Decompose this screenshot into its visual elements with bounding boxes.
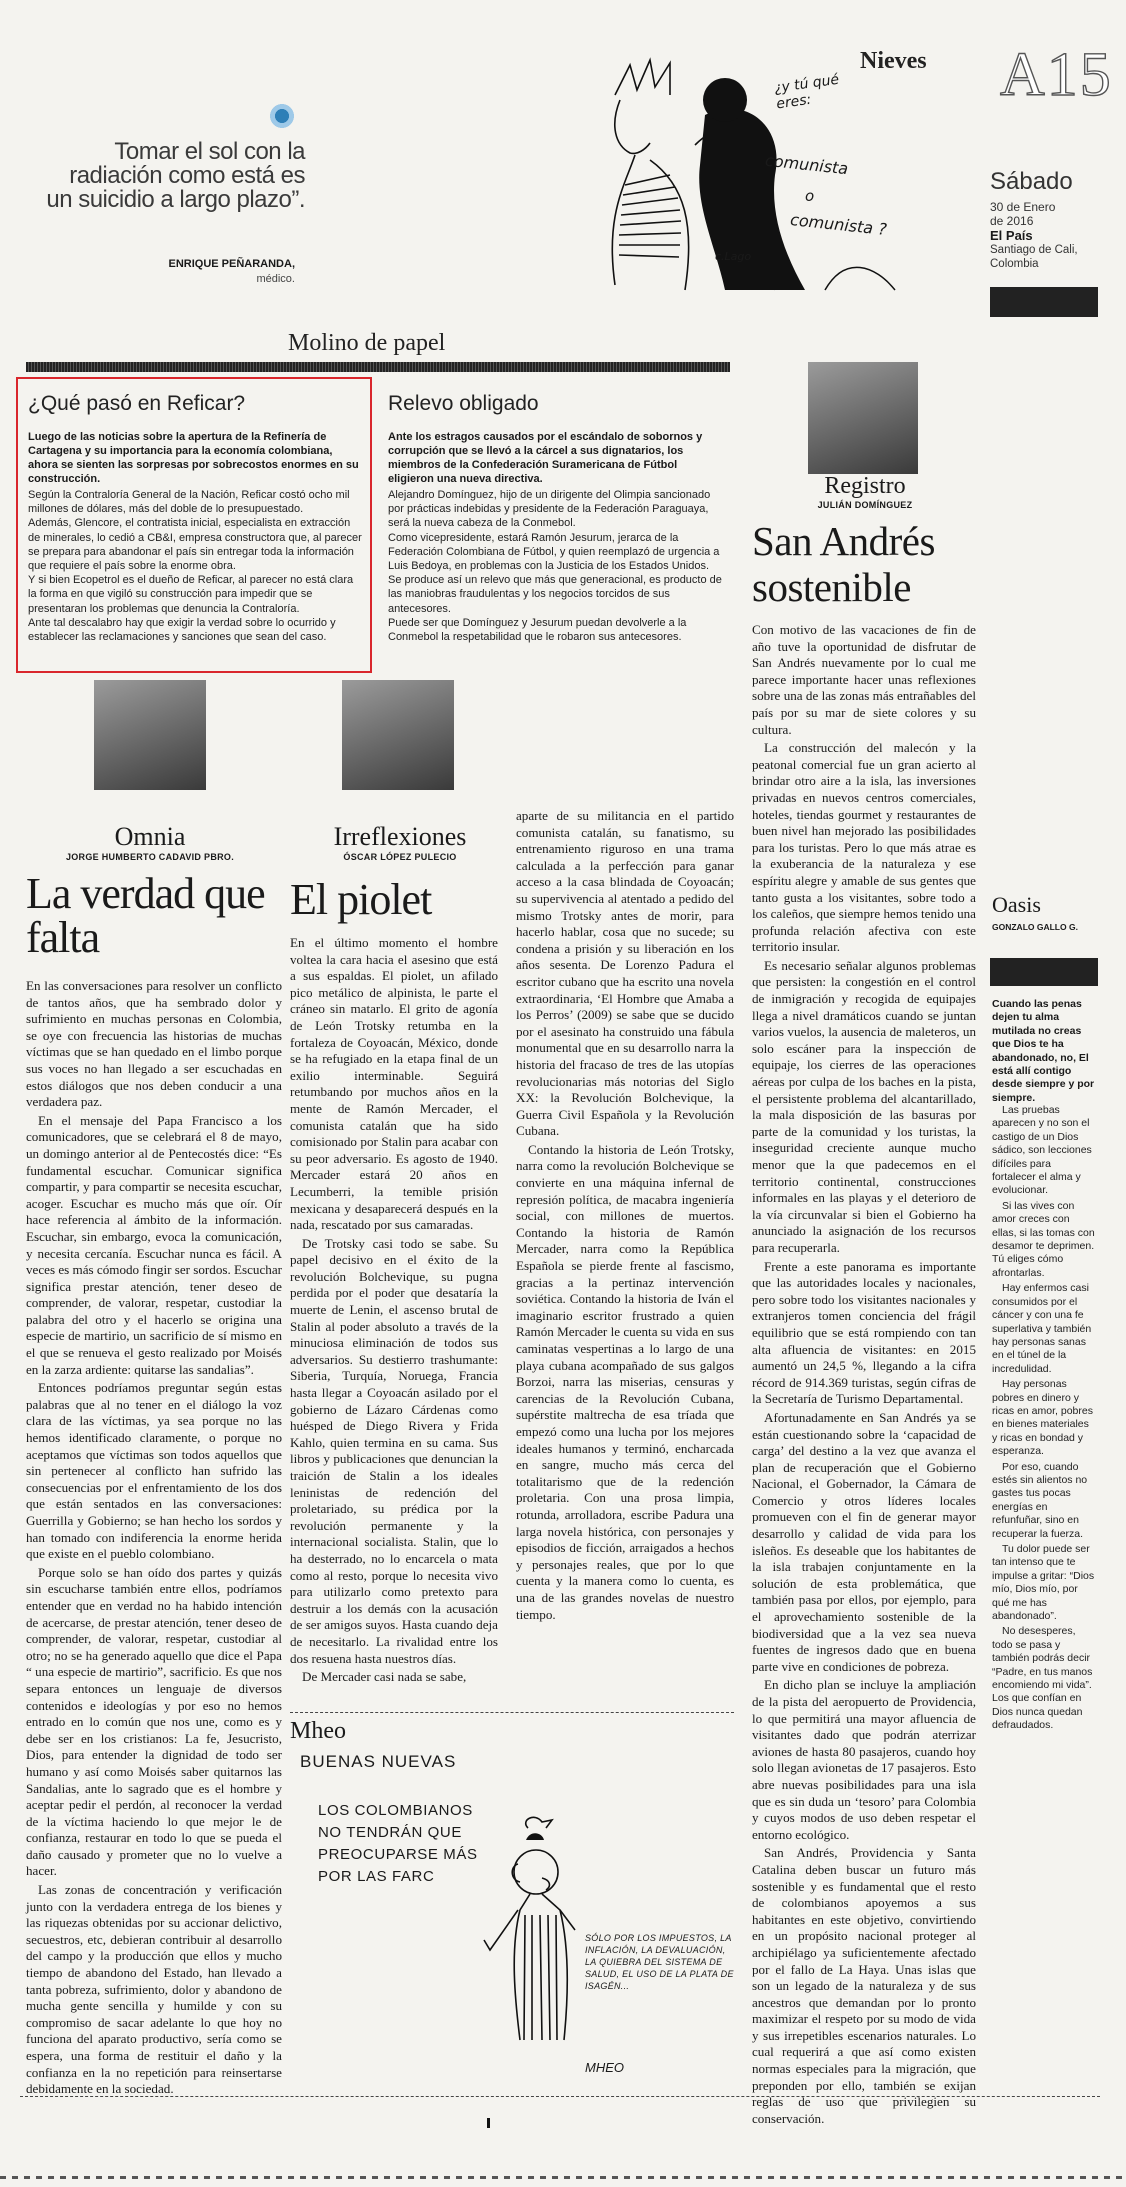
- mheo-note: SÓLO POR LOS IMPUESTOS, LA INFLACIÓN, LA DEVALUACIÓN, LA QUIEBRA DEL SISTEMA DE SALUD, EL USO DE LA PLATA DE ISAGÉN...: [585, 1933, 734, 1991]
- registro-paragraph: San Andrés, Providencia y Santa Catalina deben buscar un futuro más sostenible y es fundamental que el resto de colombianos apoyemos a sus habitantes en este objetivo, convirtiendo en un propósito nacional proteger al archipiélago ya suficientemente afectado por el fallo de La Haya. Unas islas que son un legado de la naturaleza y de sus ancestros que demandan por lo pronto maximizar el respeto por su modo de vida y sus irrepetibles escenarios naturales. Lo cual requerirá a que así como existen normas especiales para la migración, que preponden por ello, también se exijan reglas de uso que privilegien su conservación.: [752, 1845, 976, 2126]
- irreflexiones-paragraph: En el último momento el hombre voltea la cara hacia el asesino que está a sus espaldas. El piolet, un afilado pico metálico de alpinista, le parte el cráneo sin matarlo. El grito de agonía de León Trotsky retumba en la fortaleza de Coyoacán, México, donde se ha refugiado en la etapa final de un exilio interminable. Seguirá retumbando por muchos años en la mente de Ramón Mercader, el comunista catalán que ha sido comisionado por Stalin para acabar con su peor adversario. Es agosto de 1940. Mercader estará 20 años en Lecumberri, la temible prisión mexicana y desaparecerá después en la nada, rescatado por sus camaradas.: [290, 935, 498, 1233]
- page-number: A15: [1000, 41, 1113, 109]
- sun-icon: [268, 102, 296, 130]
- registro-paragraph: En dicho plan se incluye la ampliación de la pista del aeropuerto de Providencia, lo que permitirá una mayor afluencia de visitantes dado que podrán aterrizar aviones de hasta 80 pasajeros, cuando hoy solo llegan avionetas de 17 pasajeros. Esto abre nuevas posibilidades para una isla que es sin duda un ‘tesoro’ para Colombia y cuyos modos de uso deben respetar el entorno ecológico.: [752, 1677, 976, 1842]
- irreflexiones-section: Irreflexiones: [333, 822, 467, 851]
- cartoon-drawing-icon: [575, 55, 915, 305]
- reficar-paragraph: Según la Contraloría General de la Nación, Reficar costó ocho mil millones de dólares, más del doble de lo presupuestado.: [28, 489, 350, 516]
- registro-title: San Andrés sostenible: [752, 518, 935, 610]
- newspaper-name: El País: [990, 228, 1033, 243]
- cartoon-word-1: comunista: [764, 150, 850, 179]
- mheo-bubble: LOS COLOMBIANOS NO TENDRÁN QUE PREOCUPARSE MÁS POR LAS FARC: [318, 1802, 478, 1885]
- footer-rule: [20, 2096, 1100, 2097]
- mheo-section: Mheo: [290, 1718, 346, 1744]
- oasis-paragraph: Por eso, cuando estés sin alientos no gastes tus pocas energías en refunfuñar, sino en recuperar la fuerza.: [992, 1460, 1088, 1540]
- quote-author: ENRIQUE PEÑARANDA,: [168, 258, 295, 270]
- registro-body: [752, 622, 976, 2129]
- mheo-cartoon: [480, 1800, 640, 2050]
- irreflexiones-title: El piolet: [290, 875, 432, 924]
- oasis-paragraph: Hay personas pobres en dinero y ricas en amor, pobres en bienes materiales y ricas en bondad y esperanza.: [992, 1378, 1093, 1458]
- irreflexiones-body-col2: [516, 808, 734, 1625]
- omnia-paragraph: Entonces podríamos preguntar según estas palabras que al no tener en el diálogo la voz clara de las víctimas, ya sea porque no las hemos identificado claramente, o porque no aceptamos que víctimas son todos aquellos que sin pertenecer al conflicto han sufrido las consecuencias por el enfrentamiento de los dos que están sentados en las conversaciones: Guerrilla y Gobierno; se han hecho los sordos y han tomado con indiferencia la enorme herida que existe en el pueblo colombiano.: [26, 1380, 282, 1562]
- registro-paragraph: Es necesario señalar algunos problemas que persisten: la congestión en el control de inmigración y recogida de equipajes llega a nivel dramáticos cuando se juntan varios vuelos, la ausencia de maleteros, un solo escáner para la inspección de equipaje, los cierres de las operaciones aéreas por culpa de los baches en la pista, el persistente problema del alcantarillado, la mala disposición de las basuras por parte de la comunidad y los turistas, la inseguridad creciente aunque mucho menor que la que padecemos en el territorio continental, construcciones informales en las playas y el deterioro de la vía circunvalar si bien el Gobierno ha anunciado la asignación de los recursos para recuperarla.: [752, 957, 976, 1255]
- oasis-section: Oasis: [992, 892, 1041, 917]
- oasis-paragraph: No desesperes, todo se pasa y también podrás decir “Padre, en tus manos encomiendo mi vida”. Los que confían en Dios nunca quedan defraudados.: [992, 1625, 1093, 1732]
- reficar-paragraph: Ante tal descalabro hay que exigir la verdad sobre lo ocurrido y establecer las reclamaciones y sanciones que sean del caso.: [28, 616, 336, 644]
- irreflexiones-body-col1: [290, 935, 498, 1688]
- cartoon-word-3: comunista ?: [789, 209, 888, 240]
- irreflexiones-paragraph: aparte de su militancia en el partido comunista catalán, su fanatismo, su entrenamiento riguroso en una trama calculada a la perfección para ganar acceso a la casa blindada de Coyoacán; su supervivencia al atentado a pedido del mismo Trotsky antes de morir, para hacerlo hablar, cosa que no sucede; su condena a prisión y su liberación en los años sesenta. De Lorenzo Padura el escritor cubano que ha escrito una novela extraordinaria, ‘El Hombre que Amaba a los Perros’ (2009) se sabe que se ducido por el asesinato ha construido una fábula monumental que en su desarrollo narra la historia del fracaso de tres de las utopías revolucionarias más notorias del Siglo XX: la Revolución Bolchevique, la Guerra Civil Española y la Revolución Cubana.: [516, 808, 734, 1139]
- quote-author-role: médico.: [256, 273, 295, 285]
- footer-mark: [487, 2118, 490, 2128]
- reficar-title: ¿Qué pasó en Reficar?: [28, 392, 246, 415]
- registro-section: Registro: [824, 473, 906, 499]
- header-bar: [990, 287, 1098, 317]
- oasis-paragraph: Las pruebas aparecen y no son el castigo de un Dios sádico, son lecciones difíciles para fortalecer el alma y evolucionar.: [992, 1104, 1092, 1197]
- header-quote: Tomar el sol con la radiación como está es un suicidio a largo plazo”.: [46, 138, 305, 213]
- relevo-body: [388, 488, 726, 644]
- reficar-paragraph: Y si bien Ecopetrol es el dueño de Reficar, al parecer no está clara la forma en que vigiló su construcción para impedir que se presentaran los problemas que denuncia la Contraloría.: [28, 574, 354, 615]
- reficar-body: [28, 488, 364, 644]
- cartoon-lago: [575, 55, 915, 305]
- irreflexiones-paragraph: De Trotsky casi todo se sabe. Su papel decisivo en el éxito de la revolución Bolchevique, su pugna perdida por el poder que desataría la muerte de Lenin, el ascenso brutal de Stalin al poder absoluto a través de la minuciosa eliminación de todos sus adversarios. Su destierro trashumante: Siberia, Turquía, Noruega, Francia hasta llegar a Coyoacán asilado por el gobierno de Lázaro Cárdenas como huésped de Diego Rivera y Frida Kahlo, quien termina en su cama. Sus libros y publicaciones que denuncian la traición de Stalin a los ideales leninistas de redención del proletariado, su prédica por la revolución permanente y la internacional socialista. Stalin, que lo ha desterrado, no lo encarcela o mata como al resto, porque lo necesita vivo para utilizarlo como pretexto para destruir a los demás con la acusación de ser amigos suyos. Hasta cuando deja de necesitarlo. La rivalidad entre los dos resuena hasta nuestros días.: [290, 1235, 498, 1666]
- omnia-paragraph: Porque solo se han oído dos partes y quizás sin escucharse también entre ellos, podríamos entender que en verdad no ha habido intención de acercarse, de prestar atención, tener deseo de comprender, de valorar, respetar, custodiar al otro; no se ha generado aquello que dice el Papa “ una especie de martirio”, sacrificio. Es que nos separa entonces un lenguaje de diversos contenidos e ideologías y por eso no hemos entrado en lo común que nos une, como es y debe ser en los cristianos: La fe, Jesucristo, Dios, para entender la dignidad de todo ser humano y así como Moisés saber quitarnos las Sandalias, ante lo sagrado que es el hombre y aceptar pedir el perdón, al reconocer la verdad de la víctima haciendo lo que mejor le de confianza, restaurar en todo lo que se pueda el daño causado y prometer que no lo vuelve a hacer.: [26, 1564, 282, 1879]
- oasis-lead: Cuando las penas dejen tu alma mutilada no creas que Dios te ha abandonado, no, El está allí contigo desde siempre y por siempre.: [992, 998, 1095, 1104]
- oasis-author: GONZALO GALLO G.: [992, 922, 1078, 932]
- irreflexiones-author-photo: [342, 680, 454, 790]
- city: Santiago de Cali,: [990, 244, 1078, 256]
- omnia-paragraph: En el mensaje del Papa Francisco a los comunicadores, que se celebrará el 8 de mayo, un domingo anterior al de Pentecostés dice: “Es fundamental escuchar. Comunicar significa compartir, y para compartir se necesita escuchar, acoger. Escuchar es mucho más que oír. Oír hace referencia al ámbito de la información. Escuchar, sin embargo, evoca la comunicación, y necesita cercanía. Escuchar nunca es fácil. A veces es más cómodo fingir ser sordos. Escuchar significa prestar atención, tener deseo de comprender, de valorar, respetar, custodiar la palabra del otro y el hacerlo se origina una especie de martirio, un sacrificio de sí mismo en el que se renueva el gesto realizado por Moisés en la zarza ardiente: quitarse las sandalias”.: [26, 1112, 282, 1377]
- relevo-paragraph: Alejandro Domínguez, hijo de un dirigente del Olimpia sancionado por prácticas indebidas y presidente de la Federación Paraguaya, será la nueva cabeza de la Conmebol.: [388, 489, 711, 530]
- oasis-paragraph: Tu dolor puede ser tan intenso que te impulse a gritar: “Dios mío, Dios mío, por qué me has abandonado”.: [992, 1543, 1095, 1623]
- mheo-rule: [290, 1712, 734, 1713]
- relevo-title: Relevo obligado: [388, 392, 539, 415]
- mheo-title: BUENAS NUEVAS: [300, 1752, 457, 1771]
- date-day: Sábado: [990, 168, 1073, 195]
- registro-author-photo: [808, 362, 918, 474]
- oasis-body: [992, 1104, 1096, 1735]
- relevo-paragraph: Como vicepresidente, estará Ramón Jesurum, jerarca de la Federación Colombiana de Fútbol, y quien reemplazó de urgencia a Luis Bedoya, en problemas con la Justicia de los Estados Unidos.: [388, 531, 720, 573]
- omnia-section: Omnia: [114, 822, 186, 851]
- relevo-lead: Ante los estragos causados por el escándalo de sobornos y corrupción que se llevó a la cárcel a sus dignatarios, los miembros de la Confederación Suramericana de Fútbol eligieron una nueva directiva.: [388, 431, 703, 485]
- year: de 2016: [990, 214, 1034, 228]
- omnia-author-photo: [94, 680, 206, 790]
- cartoon-word-2: o: [805, 187, 815, 205]
- registro-author: JULIÁN DOMÍNGUEZ: [817, 500, 913, 510]
- date: 30 de Enero: [990, 200, 1056, 214]
- relevo-paragraph: Puede ser que Domínguez y Jesurum puedan devolverle a la Conmebol la respetabilidad que le robaron sus antecesores.: [388, 616, 687, 644]
- reficar-lead: Luego de las noticias sobre la apertura de la Refinería de Cartagena y su importancia para la economía colombiana, ahora se sienten las sorpresas por sobrecostos enormes en su construcción.: [28, 431, 359, 485]
- omnia-body: [26, 978, 282, 2100]
- mheo-signature: MHEO: [585, 2060, 624, 2075]
- registro-paragraph: Frente a este panorama es importante que las autoridades locales y nacionales, pero sobre todo los visitantes nacionales y extranjeros tomen conciencia del frágil equilibrio que se está rompiendo con tan alta afluencia de visitantes: en 2015 aumentó un 24,5 %, llegando a la cifra récord de 914.369 turistas, según cifras de la Secretaría de Turismo Departamental.: [752, 1258, 976, 1407]
- registro-paragraph: Con motivo de las vacaciones de fin de año tuve la oportunidad de disfrutar de San Andrés nuevamente por lo cual me parece importante hacer unas reflexiones sobre una de las zonas más entrañables del país por su mar de siete colores y su cultura.: [752, 622, 976, 737]
- omnia-title: La verdad que falta: [26, 869, 265, 962]
- cartoon-signature: c.Lago: [715, 250, 752, 263]
- irreflexiones-author: ÓSCAR LÓPEZ PULECIO: [343, 852, 457, 862]
- omnia-author: JORGE HUMBERTO CADAVID PBRO.: [65, 852, 235, 862]
- reficar-paragraph: Además, Glencore, el contratista inicial, especialista en extracción de minerales, lo cedió a CB&I, empresa constructora que, al parecer se prepara para abandonar el país sin entregar toda la información que requiere el país sobre la enorme obra.: [28, 517, 362, 573]
- cartoon-question: ¿y tú qué eres:: [773, 71, 841, 113]
- registro-paragraph: La construcción del malecón y la peatonal comercial fue un gran acierto al brindar otro aire a la isla, las inversiones privadas en nuevos centros comerciales, hoteles, tiendas gourmet y restaurantes de buen nivel han mejorado las posibilidades para los turistas. Pero lo que más atrae es la exuberancia de la naturaleza y ese espíritu alegre y amable de sus gentes que tanto gusta a los visitantes, sobre todo a los caleños, que siempre hemos tenido una profunda relación afectiva con este territorio insular.: [752, 740, 976, 955]
- molino-rule: [26, 362, 730, 372]
- oasis-paragraph: Hay enfermos casi consumidos por el cáncer y con una fe superlativa y también hay personas sanas en el túnel de la incredulidad.: [992, 1282, 1092, 1375]
- header: [0, 0, 1126, 325]
- oasis-paragraph: Si las vives con amor creces con ellas, si las tomas con desamor te deprimen. Tú eliges cómo afrontarlas.: [992, 1199, 1095, 1279]
- molino-title: Molino de papel: [288, 330, 446, 356]
- irreflexiones-paragraph: De Mercader casi nada se sabe,: [302, 1669, 467, 1685]
- irreflexiones-paragraph: Contando la historia de León Trotsky, narra como la revolución Bolchevique se convierte en una máquina infernal de represión política, de macabra ingeniería social, con millones de muertos. Contando la historia de Ramón Mercader, narra como la República Española se pierde frente al fascismo, gracias a la pertinaz intervención soviética. Contando la historia de Iván el imaginario escritor frustrado a quien Ramón Mercader le cuenta su vida en sus caminatas vespertinas a lo largo de una playa cubana acompañado de sus galgos Borzoi, narra las miserias, censuras y carencias de la Revolución Cubana, supérstite maltrecha de esa tríada que empezó como una lucha por los mejores ideales humanos y terminó, encharcada en sangre, mucho más cerca del totalitarismo que de la redención proletaria. Con una prosa limpia, rotunda, arrolladora, escribe Padura una larga novela histórica, con personajes y episodios de ficción, arraigados a hechos y personajes reales, que por lo que cuenta y la manera como lo cuenta, es una de las grandes novelas de nuestro tiempo.: [516, 1141, 734, 1622]
- oasis-bar: [990, 958, 1098, 986]
- omnia-paragraph: Las zonas de concentración y verificación junto con la verdadera entrega de los bienes y las riquezas obtenidas por su accionar delictivo, secuestros, etc, debieran contribuir al desarrollo del campo y la producción que ellos y mucho tiempo de abandono del Estado, han llevado a tanta pobreza, sufrimiento, dolor y abandono de mucha gente sencilla y humilde y con su compromiso de sacar adelante lo que hoy no funciona del aparato productivo, sería como se espera, una forma de restituir el daño y la confianza en la no repetición para reinsertarse debidamente en la sociedad.: [26, 1882, 282, 2097]
- relevo-paragraph: Se produce así un relevo que más que generacional, es producto de las maniobras fraudulentas y los negocios torcidos de sus antecesores.: [388, 574, 722, 615]
- omnia-paragraph: En las conversaciones para resolver un conflicto de tantos años, que ha sembrado dolor y sufrimiento en muchas personas en Colombia, se oye con frecuencia las historias de muchas víctimas que se han quedado en el limbo porque sus voces no han llegado a ser escuchadas en estos diálogos que nos deben conducir a una verdadera paz.: [26, 978, 282, 1110]
- registro-paragraph: Afortunadamente en San Andrés ya se están cuestionando sobre la ‘capacidad de carga’ del destino a la vez que avanza el plan de recuperación que el Gobierno Nacional, el Gobernador, la Cámara de Comercio y otros líderes locales promueven con el fin de generar mayor desarrollo y calidad de vida para los isleños. Es deseable que los habitantes de la isla trabajen conjuntamente en la solución de esta problemática, que también pasa por ellos, por ejemplo, para el aprovechamiento sostenible de la biodiversidad que a la vez sea nueva fuentes de ingresos dado que en buena parte vive en condiciones de pobreza.: [752, 1409, 976, 1674]
- section-name: Nieves: [860, 48, 927, 74]
- country: Colombia: [990, 258, 1039, 270]
- man-with-bird-icon: [480, 1800, 640, 2050]
- bottom-border: [0, 2176, 1126, 2179]
